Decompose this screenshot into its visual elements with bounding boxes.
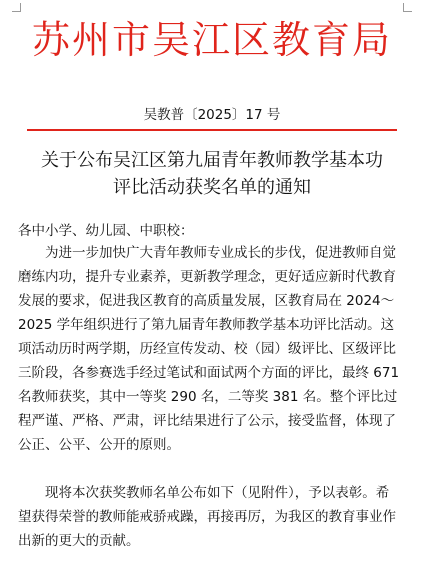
- paragraph-line: 2025 学年组织进行了第九届青年教师教学基本功评比活动。这: [18, 317, 395, 333]
- title-line: 关于公布吴江区第九届青年教师教学基本功: [41, 150, 383, 171]
- paragraph-line: 项活动历时两学期，历经宣传发动、校（园）级评比、区级评比: [18, 341, 396, 357]
- paragraph-line: 名教师获奖，其中一等奖 290 名，二等奖 381 名。整个评比过: [18, 389, 398, 405]
- paragraph-line: 为进一步加快广大青年教师专业成长的步伐，促进教师自觉: [45, 245, 396, 261]
- body-paragraph-1: [18, 241, 400, 457]
- document-title: [18, 147, 406, 201]
- paragraph-line: 出新的更大的贡献。: [18, 533, 140, 549]
- paragraph-line: 程严谨、严格、严肃，评比结果进行了公示，接受监督，体现了: [18, 413, 396, 429]
- document-masthead: 苏州市吴江区教育局: [31, 18, 392, 62]
- page-corner-mark-left: [12, 3, 21, 12]
- paragraph-line: 现将本次获奖教师名单公布如下（见附件），予以表彰。希: [45, 485, 390, 501]
- paragraph-line: 三阶段，各参赛选手经过笔试和面试两个方面的评比，最终 671: [18, 365, 400, 381]
- document-salutation: 各中小学、幼儿园、中职校：: [18, 223, 194, 239]
- paragraph-line: 公正、公平、公开的原则。: [18, 437, 180, 453]
- paragraph-line: 发展的要求，促进我区教育的高质量发展，区教育局在 2024～: [18, 293, 395, 309]
- body-paragraph-2: [18, 481, 396, 553]
- page-corner-mark-right: [403, 3, 412, 12]
- red-divider-line: [27, 129, 397, 131]
- paragraph-line: 望获得荣誉的教师能戒骄戒躁，再接再厉，为我区的教育事业作: [18, 509, 396, 525]
- paragraph-line: 磨练内功，提升专业素养，更新教学理念，更好适应新时代教育: [18, 269, 396, 285]
- title-line: 评比活动获奖名单的通知: [113, 177, 311, 198]
- document-number: 吴教普〔2025〕17 号: [143, 107, 281, 123]
